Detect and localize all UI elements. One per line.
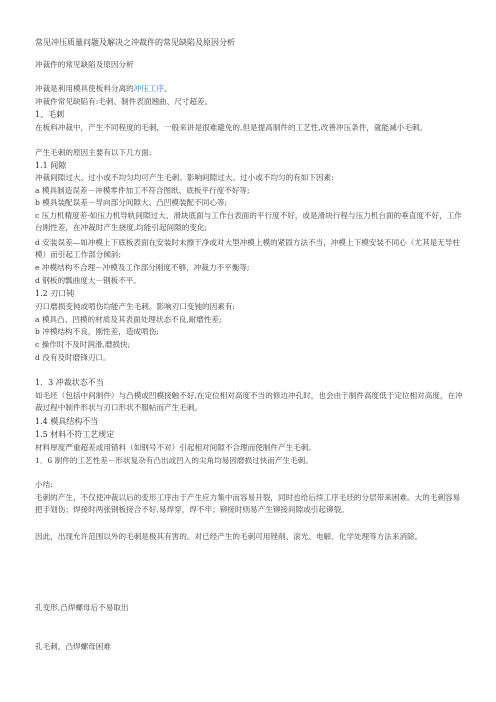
item-a-material: a 模具凸、凹模的材质及其表面处理状态不良,耐磨性差;: [35, 315, 222, 324]
section-1-3-paragraph: 如毛坯（包括中间制件）与凸模或凹模接触不好,在定位相对高度不当的修边冲孔时，也会由于制件高度低于定位相对高度，在冲裁过程中制件形状与刃口形状不服帖而产生毛刺。: [35, 391, 463, 412]
item-e-structure: e 冲模结构不合理－冲模及工作部分刚度不够，冲裁力不平衡等;: [35, 263, 250, 272]
footer-caption-2: 孔毛刺，凸焊螺母困难: [35, 642, 111, 651]
doc-title: 常见冲压质量问题及解决之冲裁件的常见缺陷及原因分析: [35, 38, 235, 47]
section-1-paragraph: 在板料冲裁中，产生不同程度的毛刺，一般来讲是很难避免的,但是提高制件的工艺性,改善冲压条件，就能减小毛刺。: [35, 123, 428, 132]
summary-heading: 小结:: [35, 480, 53, 489]
footer-caption-1: 孔变形,凸焊螺母后不易取出: [35, 603, 129, 612]
item-d-install-error: d 安装误差—如冲模上下底板表面在安装时未擦干净或对大型冲模上模的紧固方法不当，冲模上下模安装不同心（尤其是无导柱模）而引起工作部分倾斜;: [35, 238, 460, 259]
summary-paragraph-1: 毛刺的产生，不仅使冲裁以后的变形工序由于产生应力集中而容易开裂，同时也给后续工序毛坯的分层带来困难。大的毛刺容易把手划伤；焊接时两张钢板接合不好,易焊穿，焊不牢；铆接时则易产生铆接间隙或引起铆裂。: [35, 493, 461, 514]
section-1-2-paragraph: 刃口磨损变钝或啃伤均能产生毛刺。影响刃口变钝的因素有:: [35, 302, 235, 311]
section-1-5-paragraph: 材料厚度严重超差或用错料（如钢号不对）引起相对间隙不合理而使制件产生毛刺。: [35, 443, 316, 452]
doc-subtitle: 冲裁件的常见缺陷及原因分析: [35, 60, 134, 69]
item-b-rigidity: b 冲模结构不良，刚性差，造成啃伤;: [35, 327, 159, 336]
item-a-mold-error: a 模具制造误差－冲模零件加工不符合图纸、底板平行度不好等;: [35, 186, 250, 195]
section-1-4-heading: 1.4 模具结构不当: [35, 417, 99, 426]
item-d-sharpening: d 没有及时磨锋刃口。: [35, 353, 111, 362]
intro-suffix: 。: [164, 84, 172, 93]
section-1-3-heading: 1．3 冲裁状态不当: [35, 378, 104, 387]
causes-intro: 产生毛刺的原因主要有以下几方面:: [35, 148, 152, 157]
stamping-process-link[interactable]: 冲压工序: [133, 84, 165, 93]
summary-paragraph-2: 因此，出现允许范围以外的毛刺是极其有害的。对已经产生的毛刺可用锉削、滚光、电解、化学处理等方法来消除。: [35, 532, 423, 541]
item-c-lubrication: c 操作时不及时润滑,磨损快;: [35, 340, 131, 349]
section-1-heading: 1、毛刺: [35, 110, 65, 119]
item-c-press-accuracy: c 压力机精度差-如压力机导轨间隙过大、滑块底面与工作台表面的平行度不好，或是滑块行程与压力机台面的垂直度不好，工作台刚性差，在冲裁时产生挠度,均能引起间隙的变化;: [35, 211, 462, 232]
item-b-assembly-error: b 模具装配误差－导向部分间隙大、凸凹模装配不同心等;: [35, 198, 228, 207]
section-1-6-heading: 1．6 制件的工艺性差－形状复杂有凸出或凹入的尖角均易因磨损过快而产生毛刺。: [35, 456, 313, 465]
section-1-5-heading: 1.5 材料不符工艺规定: [35, 430, 115, 439]
section-1-1-paragraph: 冲裁间隙过大、过小或不均匀均可产生毛刺。影响间隙过大、过小或不均匀的有如下因素:: [35, 173, 334, 182]
section-1-2-heading: 1.2 刃口钝: [35, 289, 75, 298]
intro-line: [35, 84, 172, 94]
intro-prefix: 冲裁是利用模具使板料分离的: [35, 84, 134, 93]
section-1-1-heading: 1.1 间隙: [35, 161, 67, 170]
item-d-sheet-warp: d 钢板的瓢曲度大－钢板不平。: [35, 276, 141, 285]
defects-line: 冲裁件常见缺陷有:毛刺、制件表面翘曲、尺寸超差。: [35, 97, 213, 106]
